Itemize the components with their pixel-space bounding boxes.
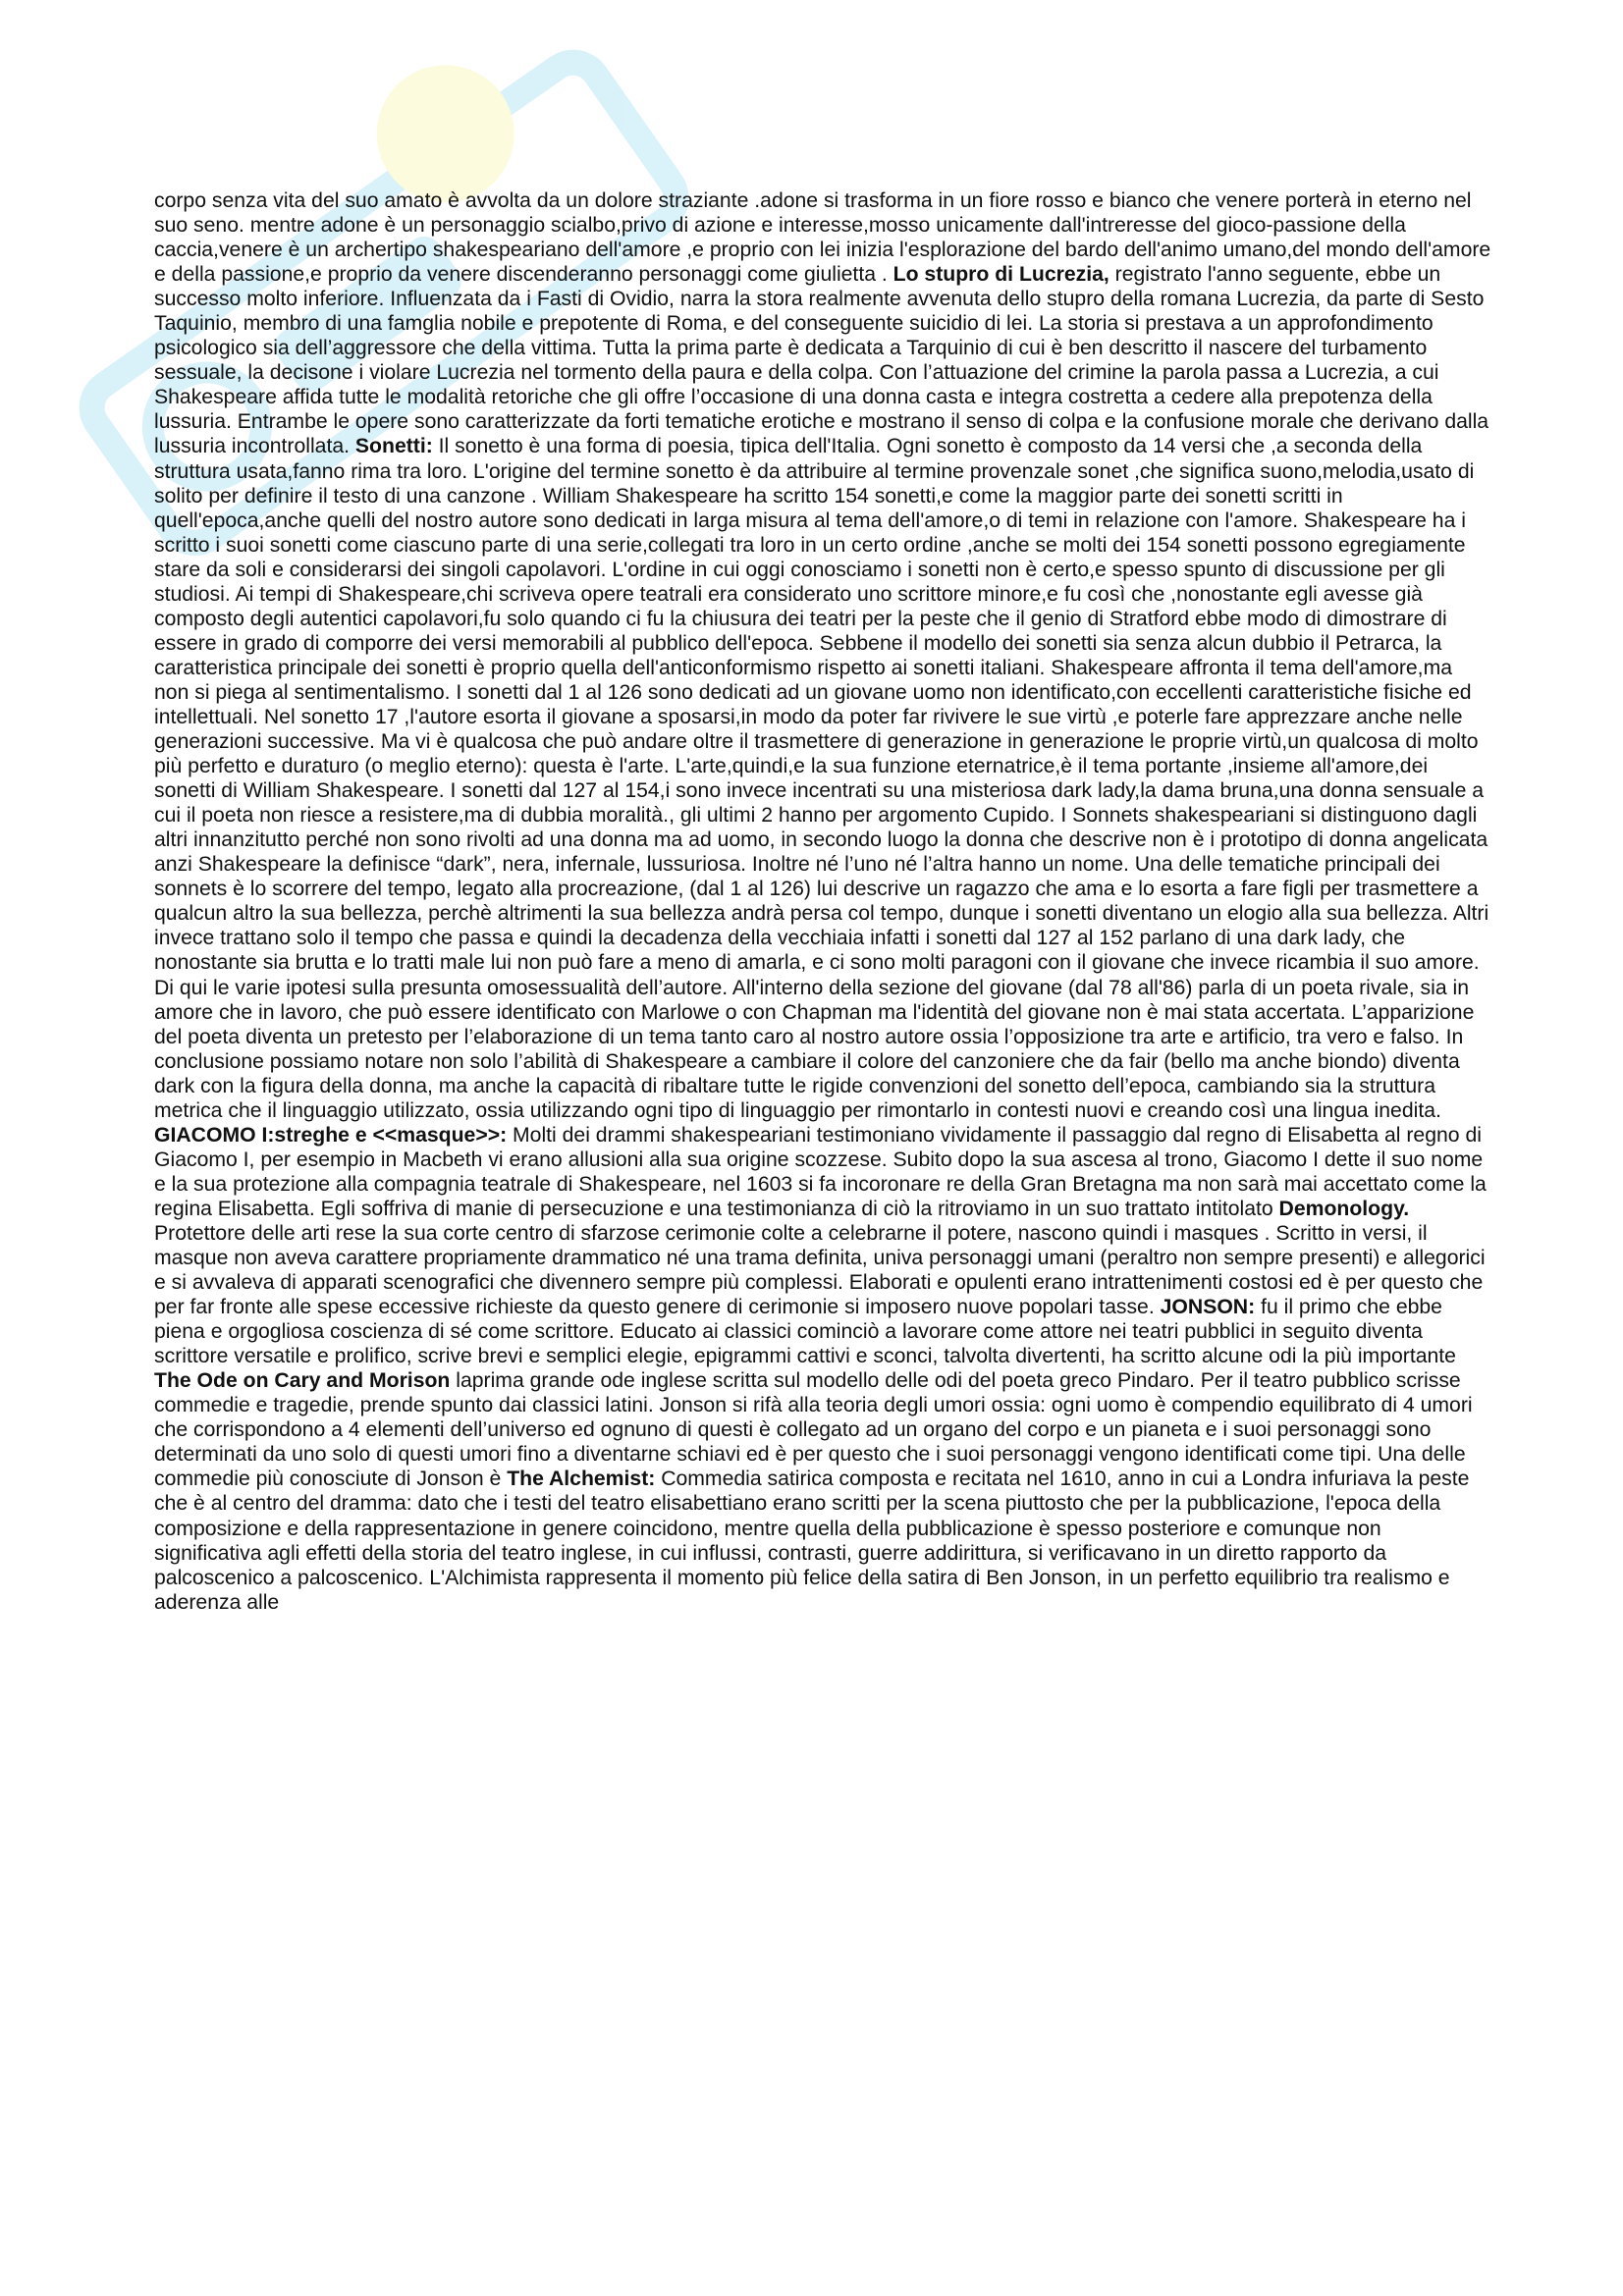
body-text-run: Protettore delle arti rese la sua corte centro di sfarzose cerimonie colte a celebrarne il potere, nascono quindi i masques . Scritto in versi, il masque non aveva carattere propriamente drammatico né una trama definita, univa personaggi umani (peraltro non sempre presenti) e allegorici e si avvaleva di apparati scenografici che divennero sempre più complessi. Elaborati e opulenti erano intrattenimenti costosi ed è per questo che per far fronte alle spese eccessive richieste da questo genere di cerimonie si imposero nuove popolari tasse. [154,1221,1486,1319]
bold-heading-text: Demonology. [1278,1197,1410,1220]
body-text-run: Molti dei drammi shakespeariani testimoniano vividamente il passaggio dal regno di Elisabetta al regno di Giacomo I, per esempio in Macbeth vi erano allusioni alla sua origine scozzese. Subito dopo la sua ascesa al trono, Giacomo I dette il suo nome e la sua protezione alla compagnia teatrale di Shakespeare, nel 1603 si fa incoronare re della Gran Bretagna ma non sarà mai accettato come la regina Elisabetta. Egli soffriva di manie di persecuzione e una testimonianza di ciò la ritroviamo in un suo trattato intitolato [154,1123,1487,1220]
body-text-run: fu il primo che ebbe piena e orgogliosa coscienza di sé come scrittore. Educato ai classici cominciò a lavorare come attore nei teatri pubblici in seguito diventa scrittore versatile e prolifico, scrive brevi e semplici elegie, epigrammi cattivi e sconci, talvolta divertenti, ha scritto alcune odi la più importante [154,1296,1456,1368]
body-text-run: Commedia satirica composta e recitata nel 1610, anno in cui a Londra infuriava la peste che è al centro del dramma: dato che i testi del teatro elisabettiano erano scritti per la scena piuttosto che per la pubblicazione, l'epoca della composizione e della rappresentazione in genere coincidono, mentre quella della pubblicazione è spesso posteriore e comunque non significativa agli effetti della storia del teatro inglese, in cui influssi, contrasti, guerre addirittura, si verificavano in un diretto rapporto da palcoscenico a palcoscenico. L'Alchimista rappresenta il momento più felice della satira di Ben Jonson, in un perfetto equilibrio tra realismo e aderenza alle [154,1468,1470,1614]
bold-heading-text: Sonetti: [354,435,433,458]
bold-heading-text: The Alchemist: [507,1468,656,1491]
body-text-run: laprima grande ode inglese scritta sul modello delle odi del poeta greco Pindaro. Per il teatro pubblico scrisse commedie e tragedie, prende spunto dai classici latini. Jonson si rifà alla teoria degli umori ossia: ogni uomo è compendio equilibrato di 4 umori che corrispondono a 4 elementi dell’universo ed ognuno di questi è collegato ad un organo del corpo e un pianeta e i suoi personaggi sono determinati da uno solo di questi umori fino a diventarne schiavi ed è per questo che i suoi personaggi vengono identificati come tipi. Una delle commedie più conosciute di Jonson è [154,1369,1473,1491]
bold-heading-text: GIACOMO I:streghe e <<masque>>: [154,1123,508,1147]
body-text-run: corpo senza vita del suo amato è avvolta da un dolore straziante .adone si trasforma in un fiore rosso e bianco che venere porterà in eterno nel suo seno. mentre adone è un personaggio scialbo,privo di azione e interesse,mosso unicamente dall'intreresse del gioco-passione della caccia,venere è un archertipo shakespeariano dell'amore ,e proprio con lei inizia l'esplorazione del bardo dell'animo umano,del mondo dell'amore e della passione,e proprio da venere discenderanno personaggi come giulietta . [154,189,1491,287]
body-text-run: registrato l'anno seguente, ebbe un successo molto inferiore. Influenzata da i Fasti di Ovidio, narra la stora realmente avvenuta dello stupro della romana Lucrezia, da parte di Sesto Taquinio, membro di una famglia nobile e prepotente di Roma, e del conseguente suicidio di lei. La storia si prestava a un approfondimento psicologico sia dell’aggressore che della vittima. Tutta la prima parte è dedicata a Tarquinio di cui è ben descritto il nascere del turbamento sessuale, la decisone i violare Lucrezia nel tormento della paura e della colpa. Con l’attuazione del crimine la parola passa a Lucrezia, a cui Shakespeare affida tutte le modalità retoriche che gli offre l’occasione di una donna casta e integra costretta a cedere alla prepotenza della lussuria. Entrambe le opere sono caratterizzate da forti tematiche erotiche e mostrano il senso di colpa e la confusione morale che derivano dalla lussuria incontrollata. [154,263,1489,458]
body-text-run: Il sonetto è una forma di poesia, tipica dell'Italia. Ogni sonetto è composto da 14 versi che ,a seconda della struttura usata,fanno rima tra loro. L'origine del termine sonetto è da attribuire al termine provenzale sonet ,che significa suono,melodia,usato di solito per definire il testo di una canzone . William Shakespeare ha scritto 154 sonetti,e come la maggior parte dei sonetti scritti in quell'epoca,anche quelli del nostro autore sono dedicati in larga misura al tema dell'amore,o di temi in relazione con l'amore. Shakespeare ha i scritto i suoi sonetti come ciascuno parte di una serie,collegati tra loro in un certo ordine ,anche se molti dei 154 sonetti possono egregiamente stare da soli e considerarsi dei singoli capolavori. L'ordine in cui oggi conosciamo i sonetti non è certo,e spesso spunto di discussione per gli studiosi. Ai tempi di Shakespeare,chi scriveva opere teatrali era considerato uno scrittore minore,e fu così che ,nonostante egli avesse già composto degli autentici capolavori,fu solo quando ci fu la chiusura dei teatri per la peste che il genio di Stratford ebbe modo di dimostrare di essere in grado di comporre dei versi memorabili al pubblico dell'epoca. Sebbene il modello dei sonetti sia senza alcun dubbio il Petrarca, la caratteristica principale dei sonetti è proprio quella dell'anticonformismo rispetto ai sonetti italiani. Shakespeare affronta il tema dell'amore,ma non si piega al sentimentalismo. I sonetti dal 1 al 126 sono dedicati ad un giovane uomo non identificato,con eccellenti caratteristiche fisiche ed intellettuali. Nel sonetto 17 ,l'autore esorta il giovane a sposarsi,in modo da poter far rivivere le sue virtù ,e poterle fare apprezzare anche nelle generazioni successive. Ma vi è qualcosa che può andare oltre il trasmettere di generazione in generazione le proprie virtù,un qualcosa di molto più perfetto e duraturo (o meglio eterno): questa è l'arte. L'arte,quindi,e la sua funzione eternatrice,è il tema portante ,insieme all'amore,dei sonetti di William Shakespeare. I sonetti dal 127 al 154,i sono invece incentrati su una misteriosa dark lady,la dama bruna,una donna sensuale a cui il poeta non riesce a resistere,ma di dubbia moralità., gli ultimi 2 hanno per argomento Cupido. I Sonnets shakespeariani si distinguono dagli altri innanzitutto perché non sono rivolti ad una donna ma ad uomo, in secondo luogo la donna che descrive non è i prototipo di donna angelicata anzi Shakespeare la definisce “dark”, nera, infernale, lussuriosa. Inoltre né l’uno né l’altra hanno un nome. Una delle tematiche principali dei sonnets è lo scorrere del tempo, legato alla procreazione, (dal 1 al 126) lui descrive un ragazzo che ama e lo esorta a fare figli per trasmettere a qualcun altro la sua bellezza, perchè altrimenti la sua bellezza andrà persa col tempo, dunque i sonetti diventano un elogio alla sua bellezza. Altri invece trattano solo il tempo che passa e quindi la decadenza della vecchiaia infatti i sonetti dal 127 al 152 parlano di una dark lady, che nonostante sia brutta e lo tratti male lui non può fare a meno di amarla, e ci sono molti paragoni con il giovane che invece ricambia il suo amore. Di qui le varie ipotesi sulla presunta omosessualità dell’autore. All'interno della sezione del giovane (dal 78 all'86) parla di un poeta rivale, sia in amore che in lavoro, che può essere identificato con Marlowe o con Chapman ma l'identità del giovane non è mai stata accertata. L’apparizione del poeta diventa un pretesto per l’elaborazione di un tema tanto caro al nostro autore ossia l’opposizione tra arte e artificio, tra vero e falso. In conclusione possiamo notare non solo l’abilità di Shakespeare a cambiare il colore del canzoniere che da fair (bello ma anche biondo) diventa dark con la figura della donna, ma anche la capacità di ribaltare tutte le rigide convenzioni del sonetto dell’epoca, cambiando sia la struttura metrica che il linguaggio utilizzato, ossia utilizzando ogni tipo di linguaggio per rimontarlo in contesti nuovi e creando così una lingua inedita. [154,435,1489,1122]
bold-heading-text: The Ode on Cary and Morison [154,1369,451,1393]
bold-heading-text: JONSON: [1160,1296,1256,1319]
document-body [154,188,1491,1615]
bold-heading-text: Lo stupro di Lucrezia, [893,263,1109,287]
